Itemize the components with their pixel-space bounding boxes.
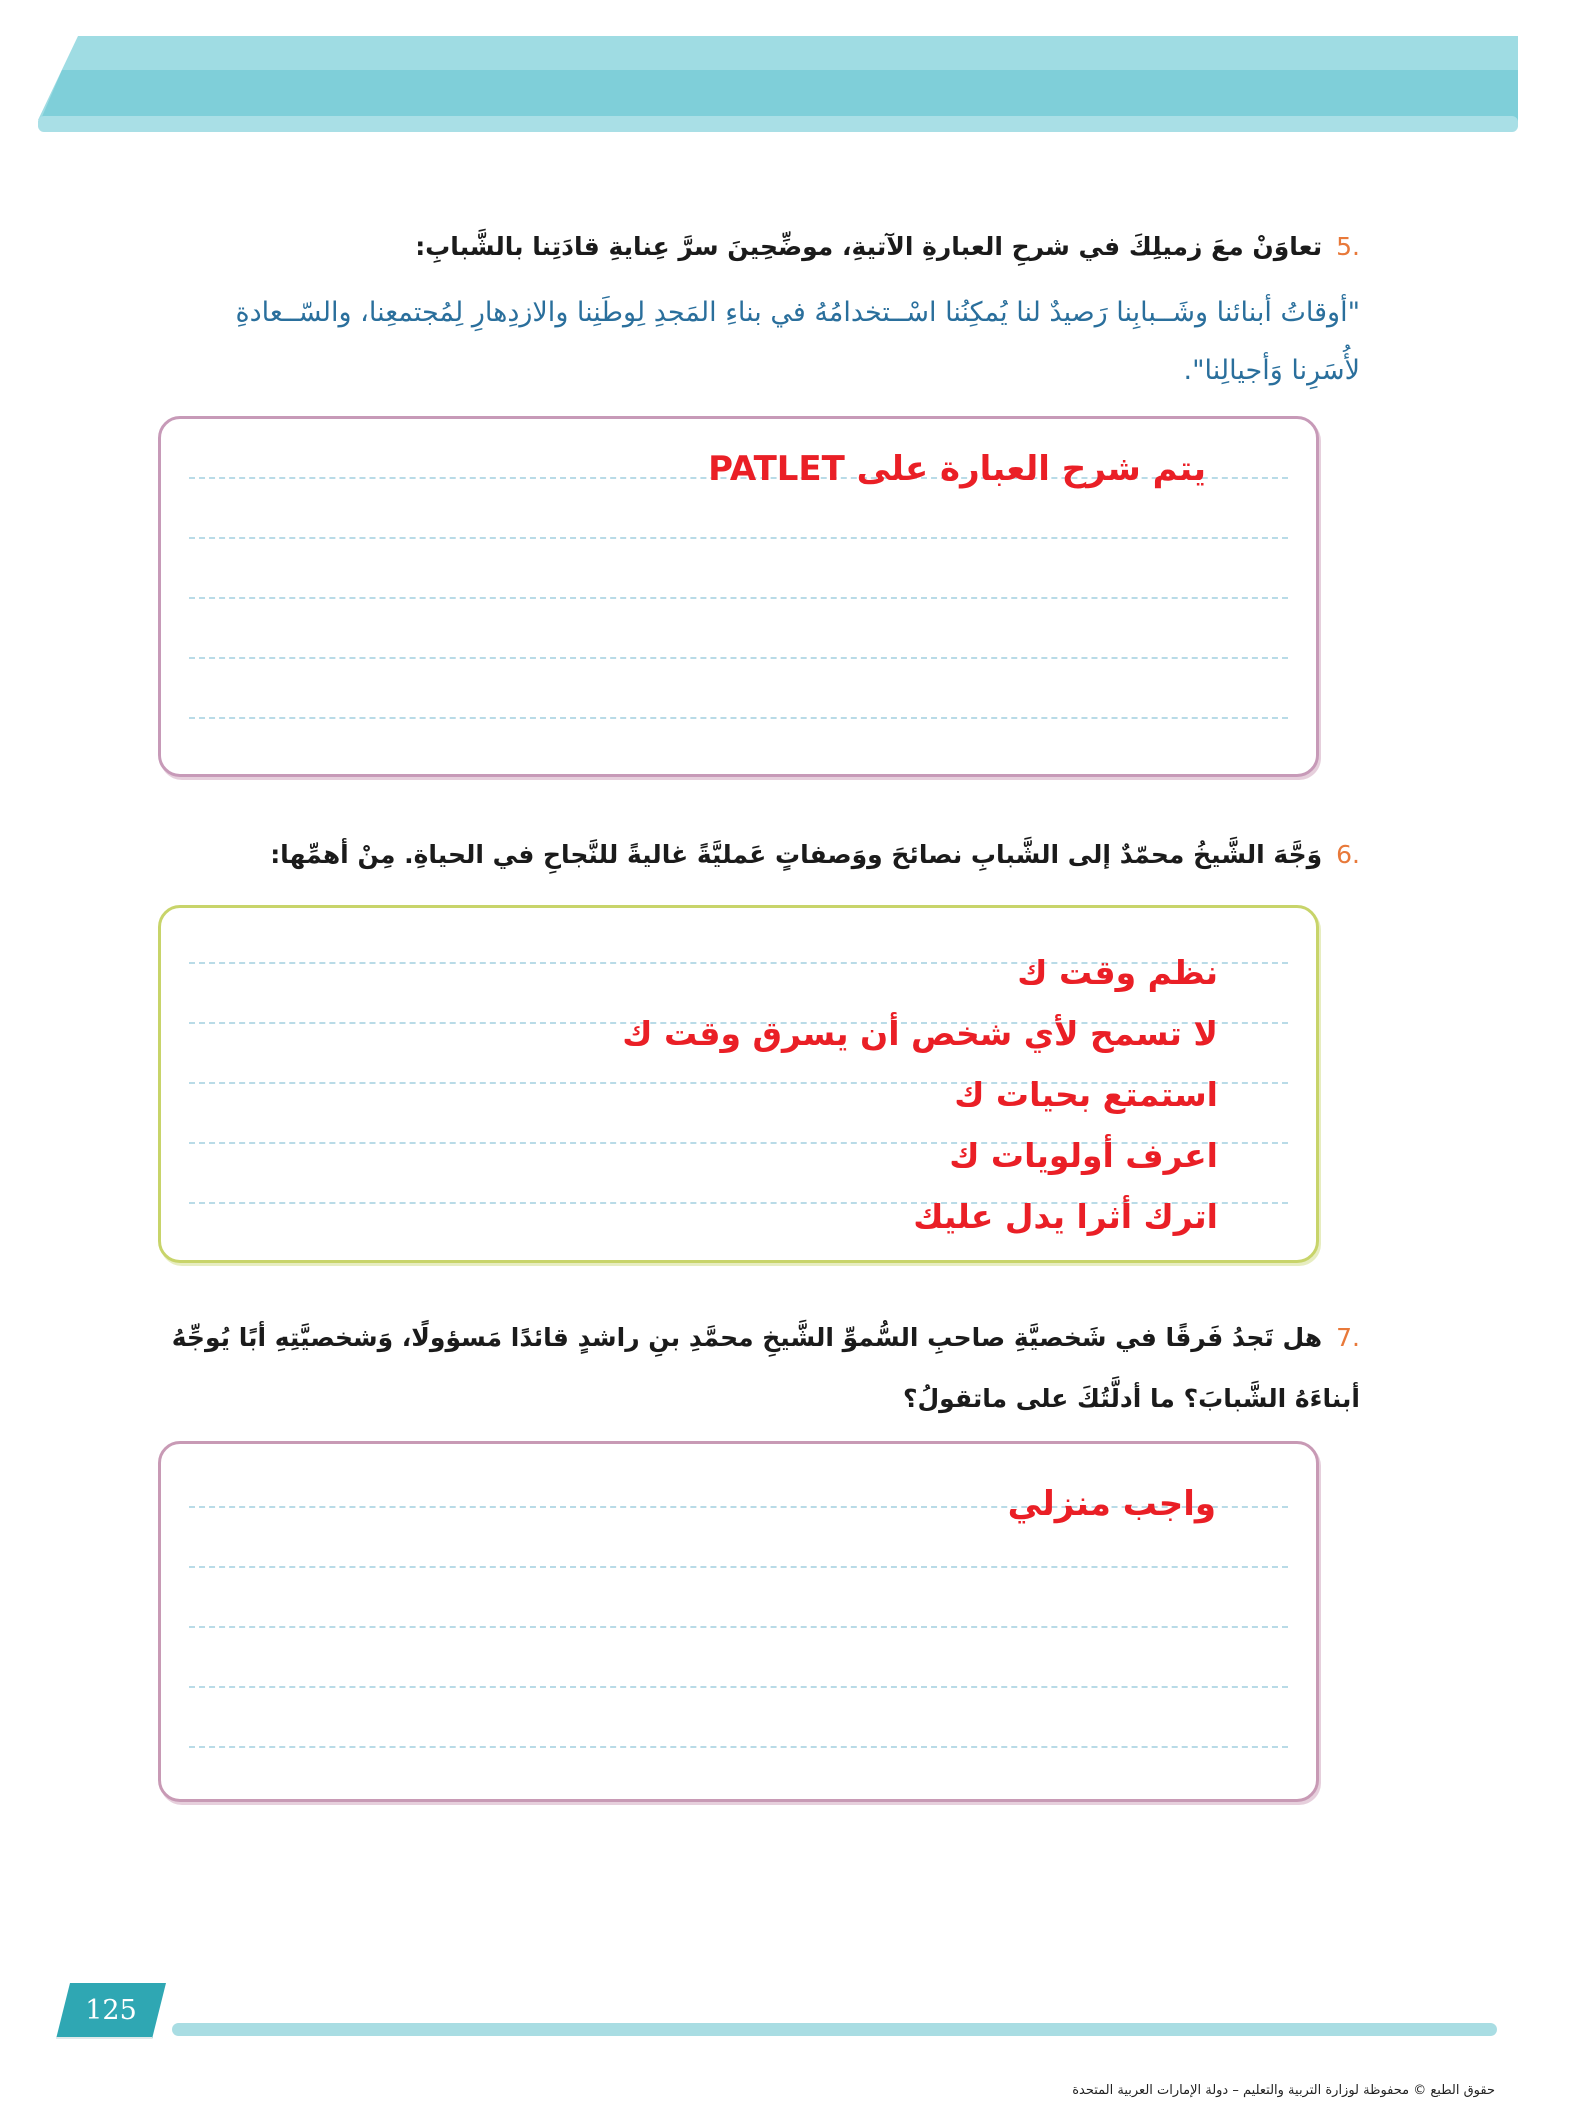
question-5-quote <box>200 284 1360 400</box>
quote-line-1: "أوقاتُ أبنائنا وشَــبابِنا رَصيدٌ لنا يُمكِنُنا اسْــتخدامُهُ في بناءِ المَجدِ لِوطَنِنا والازدِهارِ لِمُجتمعِنا، والسّــعادةِ <box>235 297 1360 328</box>
question-5-number: .5 <box>1336 232 1360 261</box>
question-5-prompt: .5تعاوَنْ معَ زميلِكَ في شرحِ العبارةِ الآتيةِ، موضِّحِينَ سرَّ عِنايةِ قادَتِنا بالشَّبابِ: <box>415 232 1360 261</box>
question-7-prompt-line-1: .7هل تَجدُ فَرقًا في شَخصيَّةِ صاحبِ السُّموِّ الشَّيخِ محمَّدِ بنِ راشدٍ قائدًا مَسؤولًا، وَشخصيَّتِهِ أبًا يُوجِّهُ <box>171 1323 1360 1352</box>
answer-6-item: لا تسمح لأي شخص أن يسرق وقت ك <box>622 1014 1218 1053</box>
question-6-prompt: .6وَجَّهَ الشَّيخُ محمّدٌ إلى الشَّبابِ نصائحَ ووَصفاتٍ عَمليَّةً غاليةً للنَّجاحِ في الحياةِ. مِنْ أهمِّها: <box>270 840 1360 869</box>
answer-box-6[interactable] <box>158 905 1319 1263</box>
answer-box-5[interactable] <box>158 416 1319 777</box>
page-number: 125 <box>85 1995 137 2026</box>
question-5 <box>415 232 1360 261</box>
header-banner <box>38 36 1518 132</box>
question-7-prompt-line-2: أبناءَهُ الشَّبابَ؟ ما أدلَّتُكَ على ماتقولُ؟ <box>902 1384 1360 1413</box>
answer-box-7[interactable] <box>158 1441 1319 1802</box>
quote-line-2: لأُسَرِنا وَأجيالِنا". <box>1183 355 1360 386</box>
answer-7-text: واجب منزلي <box>1007 1484 1216 1524</box>
question-7-number: .7 <box>1336 1323 1360 1352</box>
footer-bar <box>172 2023 1497 2036</box>
answer-6-list <box>622 942 1218 1247</box>
answer-5-text: يتم شرح العبارة على PATLET <box>708 449 1206 489</box>
question-6 <box>270 840 1360 869</box>
answer-6-item: نظم وقت ك <box>1017 953 1218 992</box>
answer-6-item: اترك أثرا يدل عليك <box>913 1197 1218 1236</box>
question-7 <box>172 1323 1360 1413</box>
answer-6-item: استمتع بحيات ك <box>954 1075 1218 1114</box>
answer-6-item: اعرف أولويات ك <box>949 1136 1218 1175</box>
copyright-notice: حقوق الطبع © محفوظة لوزارة التربية والتعليم – دولة الإمارات العربية المتحدة <box>1072 2083 1495 2098</box>
question-6-number: .6 <box>1336 840 1360 869</box>
